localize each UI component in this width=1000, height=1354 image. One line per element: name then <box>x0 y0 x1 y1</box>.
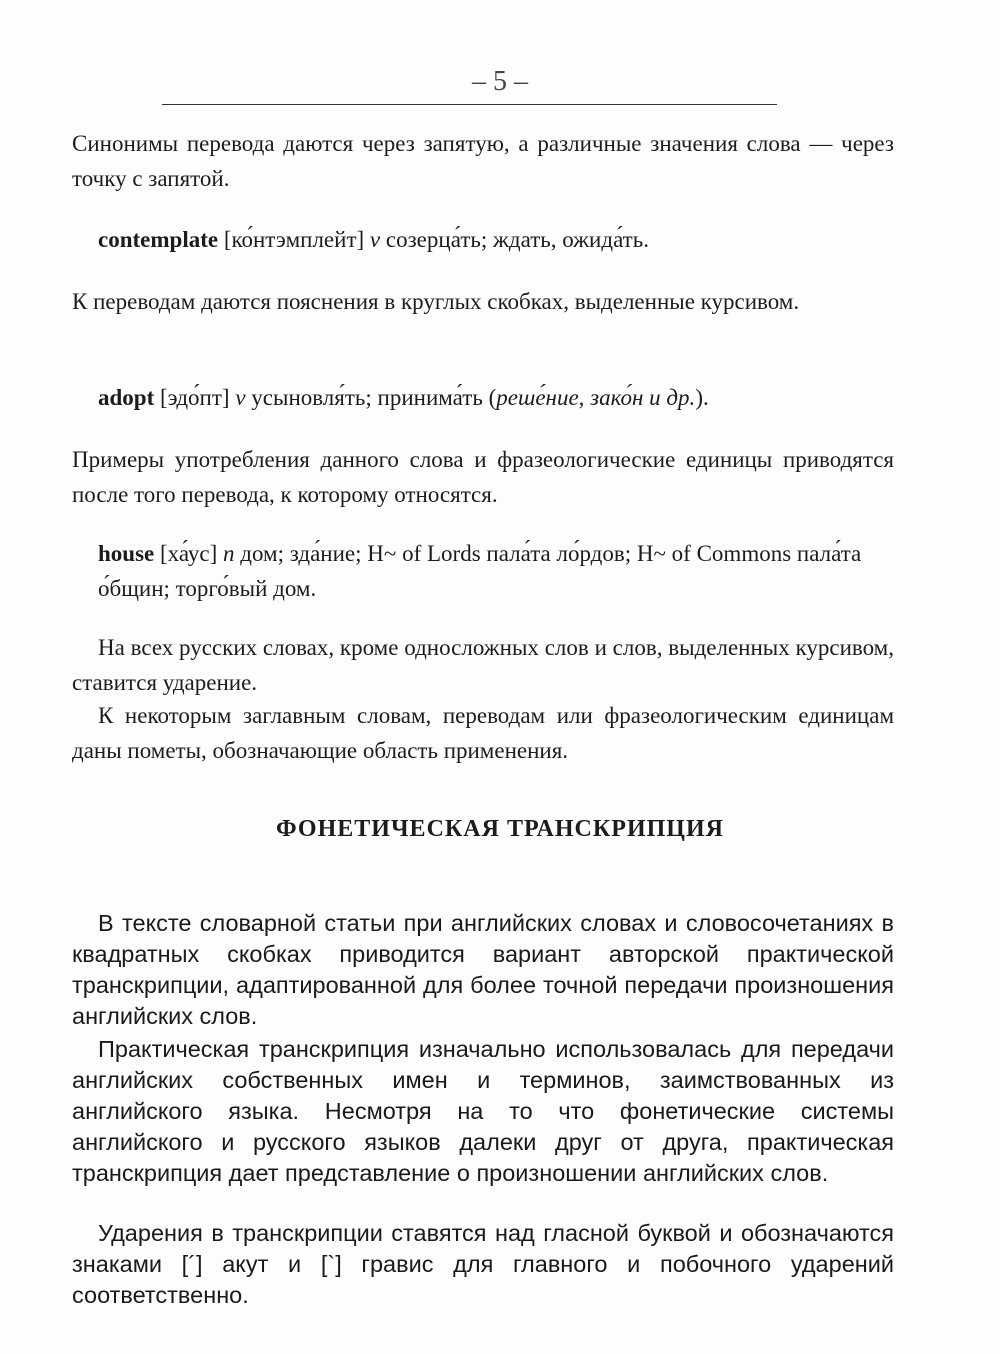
transcription: [ко́нтэмплейт] <box>218 227 370 252</box>
header-rule <box>162 104 777 105</box>
part-of-speech: v <box>369 227 381 252</box>
transcription: [ха́ус] <box>154 541 224 566</box>
part-of-speech: n <box>223 541 235 566</box>
headword: adopt <box>98 385 155 410</box>
intro-paragraph-synonyms: Синонимы перевода даются через запятую, а различные значения слова — через точку с запятой. <box>72 131 894 191</box>
part-of-speech: v <box>235 385 246 410</box>
page-number: – 5 – <box>472 66 528 97</box>
intro-paragraph-labels: К некоторым заглавным словам, переводам или фразеологическим единицам даны пометы, обозначающие область применения. <box>72 703 894 763</box>
section-paragraph-stress-marks: Ударения в транскрипции ставятся над гласной буквой и обозначаются знаками [´] акут и [`] гравис для главного и побочного ударений соответственно. <box>72 1220 894 1308</box>
example-entry-contemplate <box>98 222 894 257</box>
intro-paragraph-stress: На всех русских словах, кроме односложных слов и слов, выделенных курсивом, ставится ударение. <box>72 635 894 695</box>
example-entry-adopt <box>98 380 894 415</box>
closing-bracket: ). <box>695 385 709 410</box>
headword: house <box>98 541 155 566</box>
translation: усыновля́ть; принима́ть ( <box>245 385 497 410</box>
section-paragraph-history: Практическая транскрипция изначально использовалась для передачи английских собственных имен и терминов, заимствованных из английского языка. Несмотря на то что фонетические системы английского и русского языков далеки друг от друга, практическая транскрипция дает представление о произношении английских слов. <box>72 1036 894 1186</box>
usage-note: реше́ние, зако́н и др. <box>496 385 696 410</box>
transcription: [эдо́пт] <box>154 385 236 410</box>
translation: дом; зда́ние; H~ of Lords пала́та ло́рдов; H~ of Commons пала́та о́бщин; торго́вый дом. <box>98 541 862 601</box>
section-title: ФОНЕТИЧЕСКАЯ ТРАНСКРИПЦИЯ <box>276 816 724 842</box>
example-entry-house <box>98 536 894 606</box>
translation: созерца́ть; ждать, ожида́ть. <box>380 227 649 252</box>
headword: contemplate <box>98 227 219 252</box>
intro-paragraph-examples: Примеры употребления данного слова и фразеологические единицы приводятся после того перевода, к которому относятся. <box>72 447 894 507</box>
intro-paragraph-explanations: К переводам даются пояснения в круглых скобках, выделенные курсивом. <box>72 289 800 314</box>
section-paragraph-intro: В тексте словарной статьи при английских словах и словосочетаниях в квадратных скобках приводится вариант авторской практической транскрипции, адаптированной для более точной передачи произношения английских слов. <box>72 910 894 1029</box>
